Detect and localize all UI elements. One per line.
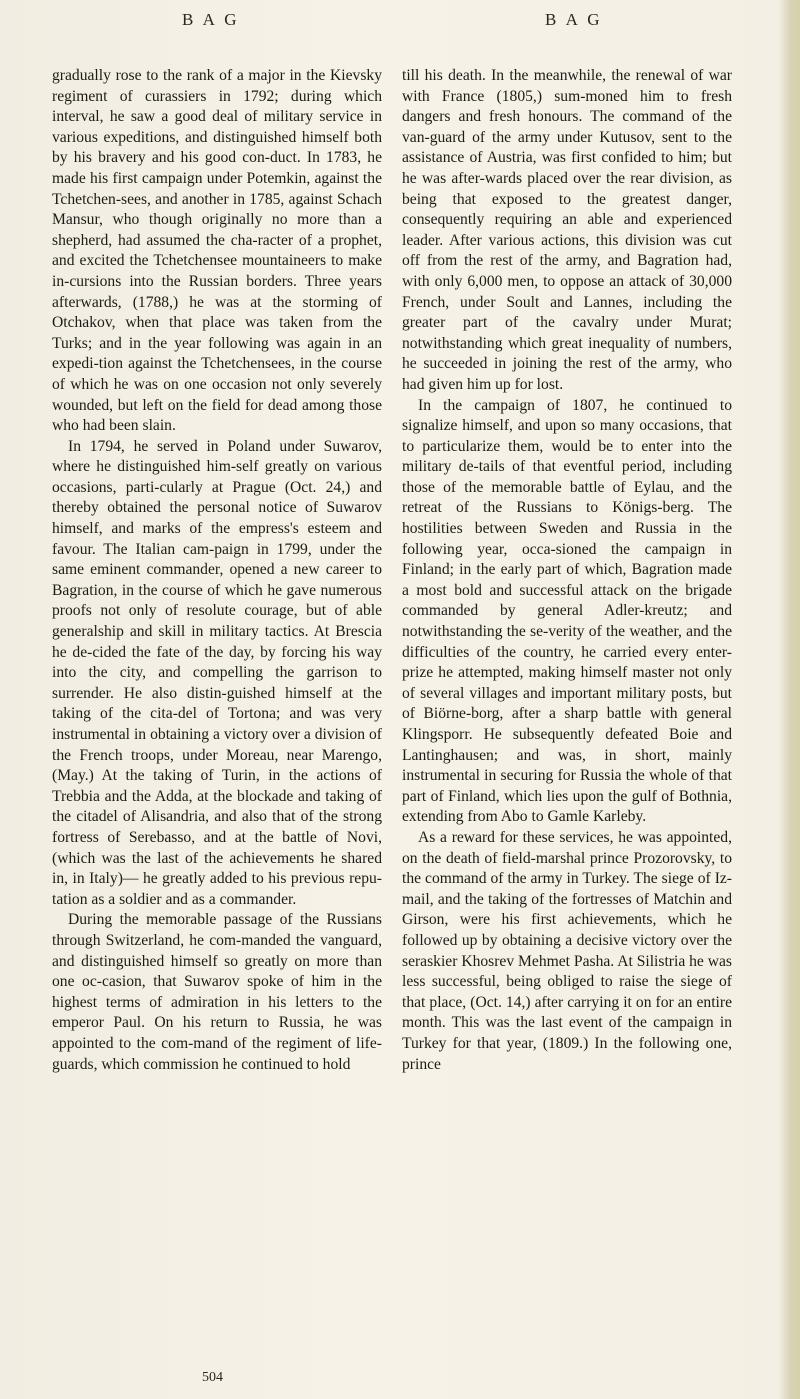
page-edge-shadow — [778, 0, 800, 1399]
running-head-left: B A G — [182, 10, 240, 29]
paragraph: As a reward for these services, he was appointed, on the death of field-marshal prince Prozorovsky, to the command of the army in Turkey. The siege of Iz-mail, and the taking of the fortresses of Matchin and Girson, were his first achievements, which he followed up by obtaining a decisive victory over the seraskier Khosrev Mehmet Pasha. At Silistria he was less successful, being obliged to raise the siege of that place, (Oct. 14,) after carrying it on for an entire month. This was the last event of the campaign in Turkey for that year, (1809.) In the following one, prince — [402, 828, 733, 1073]
paragraph: In the campaign of 1807, he continued to signalize himself, and upon so many occasions, that to particularize them, would be to enter into the military de-tails of that eventful period, including those of the memorable battle of Eylau, and the retreat of the Russians to Königs-berg. The hostilities between Sweden and Russia in the following year, occa-sioned the campaign in Finland; in the early part of which, Bagration made a most bold and successful attack on the brigade commanded by general Adler-kreutz; and notwithstanding the se-verity of the weather, and the difficulties of the country, he carried every enter-prize he attempted, making himself master not only of several villages and important military posts, but of Biörne-borg, after a sharp battle with general Klingsporr. He subsequently defeated Boie and Lantinghausen; and was, in short, mainly instrumental in securing for Russia the whole of that part of Finland, which lies upon the gulf of Bothnia, extending from Abo to Gamle Karleby. — [402, 396, 732, 826]
paragraph: till his death. In the meanwhile, the renewal of war with France (1805,) sum-moned him to fresh dangers and fresh honours. The command of the van-guard of the army under Kutusov, sent to the assistance of Austria, was first confided to him; but he was after-wards placed over the rear division, as being that exposed to the greatest danger, consequently requiring an able and experienced leader. After various actions, this division was cut off from the rest of the army, and Bagration had, with only 6,000 men, to oppose an attack of 30,000 French, under Soult and Lannes, including the greater part of the cavalry under Murat; notwithstanding which great inequality of numbers, he succeeded in joining the rest of the army, who had given him up for lost. — [402, 67, 732, 393]
paragraph: In 1794, he served in Poland under Suwarov, where he distinguished him-self greatly on various occasions, parti-cularly at Prague (Oct. 24,) and thereby obtained the personal notice of Suwarov himself, and marks of the empress's esteem and favour. The Italian cam-paign in 1799, under the same eminent commander, opened a new career to Bagration, in the course of which he gave numerous proofs not only of resolute courage, but of able generalship and skill in military tactics. At Brescia he de-cided the fate of the day, by forcing his way into the city, and compelling the garrison to surrender. He also distin-guished himself at the taking of the cita-del of Tortona; and was very instrumental in obtaining a victory over a division of the French troops, under Moreau, near Marengo, (May.) At the taking of Turin, in the actions of Trebbia and the Adda, at the blockade and taking of the citadel of Alisandria, and also that of the strong fortress of Serebasso, and at the battle of Novi, (which was the last of the achievements he shared in, in Italy)— he greatly added to his previous repu-tation as a soldier and as a commander. — [52, 437, 382, 908]
page-number: 504 — [202, 1370, 223, 1385]
paragraph: During the memorable passage of the Russians through Switzerland, he com-manded the vanguard, and distinguished himself so greatly on more than one oc-casion, that Suwarov spoke of him in the highest terms of admiration in his letters to the emperor Paul. On his return to Russia, he was appointed to the com-mand of the regiment of life-guards, which commission he continued to hold — [52, 911, 382, 1073]
paragraph: gradually rose to the rank of a major in the Kievsky regiment of curassiers in 1792; during which interval, he saw a good deal of military service in various expeditions, and distinguished himself both by his bravery and his good con-duct. In 1783, he made his first campaign under Potemkin, against the Tchetchen-sees, and another in 1785, against Schach Mansur, who though originally no more than a shepherd, had assumed the cha-racter of a prophet, and excited the Tchetchensee mountaineers to make in-cursions into the Russian borders. Three years afterwards, (1788,) he was at the storming of Otchakov, when that place was taken from the Turks; and in the year following was again in an expedi-tion against the Tchetchensees, in the course of which he was on one occasion not only severely wounded, but left on the field for dead among those who had been slain. — [52, 67, 382, 435]
right-text-column — [402, 66, 732, 1075]
running-head-right: B A G — [545, 10, 603, 29]
left-text-column — [52, 66, 382, 1075]
